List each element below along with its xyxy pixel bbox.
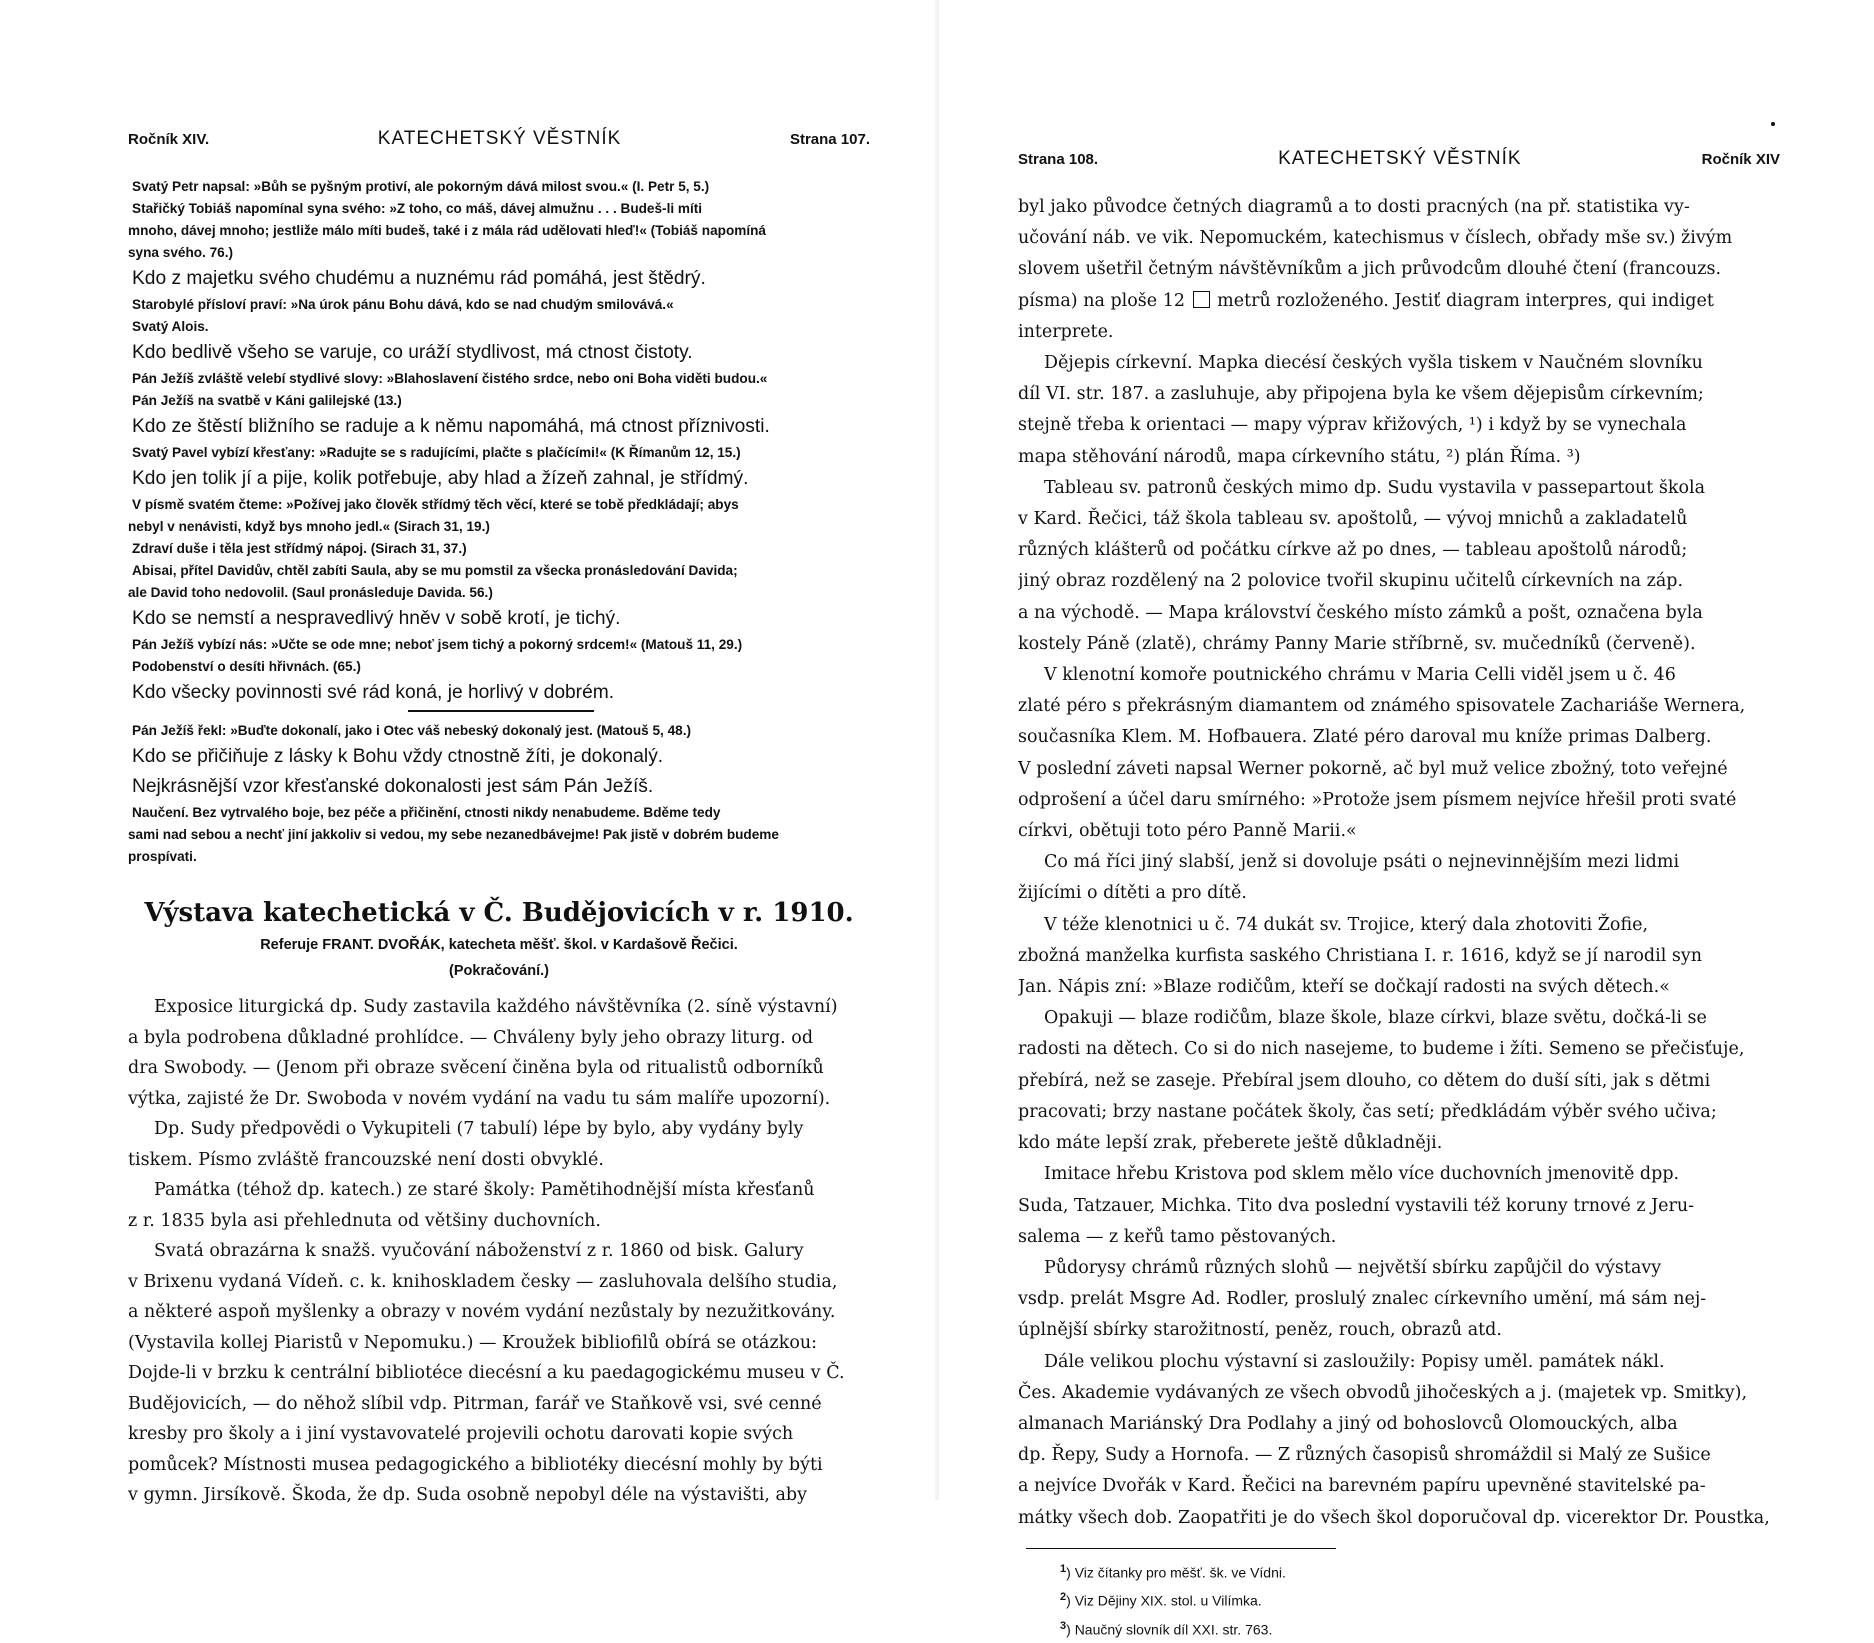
text-line: Budějovicích, — do něhož slíbil vdp. Pitrman, farář ve Staňkově vsi, své cenné — [128, 1393, 822, 1414]
text-line — [1018, 598, 1780, 629]
text-line — [1018, 1409, 1780, 1440]
line-text: dp. Řepy, Sudy a Hornofa. — Z různých časopisů shromáždil si Malý ze Sušice — [1018, 1445, 1711, 1466]
text-line — [1018, 254, 1780, 285]
line-text: stejně třeba k orientaci — mapy výprav křižových, ¹) i když by se vynechala — [1018, 415, 1687, 436]
text-line: z r. 1835 byla asi přehlednuta od většiny duchovních. — [128, 1210, 601, 1231]
left-page — [128, 0, 870, 1505]
text-line — [1018, 1253, 1780, 1284]
virtue-maxims-list — [128, 176, 870, 708]
text-line — [1018, 1284, 1780, 1315]
text-line: Památka (téhož dp. katech.) ze staré školy: Pamětihodnější místa křesťanů — [154, 1180, 815, 1200]
line-text: a na východě. — Mapa království českého místo zámků a pošt, označena byla — [1018, 602, 1703, 623]
line-text: úplnější sbírky starožitností, peněz, rouch, obrazů atd. — [1018, 1320, 1502, 1341]
line-text: pracovati; brzy nastane počátek školy, čas setí; předkládám výběr svého učiva; — [1018, 1101, 1717, 1122]
maxim-line: Kdo ze štěstí bližního se raduje a k němu napomáhá, má ctnost příznivosti. — [132, 416, 770, 437]
text-line — [1018, 1066, 1780, 1097]
text-line: výtka, zajisté že Dr. Swoboda v novém vydání na vadu tu sám malíře upozorní). — [128, 1088, 831, 1109]
text-line — [1018, 1440, 1780, 1471]
line-text: Jan. Nápis zní: »Blaze rodičům, kteří se dočkají radosti na svých dětech.« — [1018, 977, 1670, 998]
maxim-line: Kdo všecky povinnosti své rád koná, je horlivý v dobrém. — [132, 682, 615, 703]
text-line — [1018, 442, 1780, 473]
line-text: Co má říci jiný slabší, jenž si dovoluje psáti o nejnevinnějším mezi lidmi — [1044, 852, 1680, 873]
text-line — [1018, 566, 1780, 597]
line-text: vsdp. prelát Msgre Ad. Rodler, proslulý znalec církevního umění, má sám nej- — [1018, 1289, 1707, 1310]
text-line — [1018, 535, 1780, 566]
footnote — [1018, 1557, 1780, 1586]
text-line: (Vystavila kollej Piaristů v Nepomuku.) — Kroužek bibliofilů obírá se otázkou: — [128, 1332, 818, 1353]
text-line: Exposice liturgická dp. Sudy zastavila každého návštěvníka (2. síně výstavní) — [154, 997, 838, 1017]
text-line: a byla podrobena důkladné prohlídce. — Chváleny byly jeho obrazy liturg. od — [128, 1027, 814, 1048]
footnote — [1018, 1585, 1780, 1614]
line-text: zlaté péro s překrásným diamantem od známého spisovatele Zachariáše Wernera, — [1018, 696, 1746, 717]
line-text: přebírá, než se zaseje. Přebíral jsem dlouho, co dětem do duší síti, jak s dětmi — [1018, 1070, 1711, 1091]
footnote-paren: ) — [1066, 1593, 1075, 1610]
line-text: učování náb. ve vik. Nepomuckém, katechismus v číslech, obřady mše sv.) živým — [1018, 228, 1733, 249]
article-continued-note: (Pokračování.) — [449, 963, 549, 979]
book-gutter — [935, 0, 939, 1500]
text-line — [1018, 1503, 1780, 1534]
text-line: Dojde-li v brzku k centrální bibliotéce diecésní a ku paedagogickému museu v Č. — [128, 1363, 845, 1383]
line-text: metrů rozloženého. Jestiť diagram interpres, qui indiget — [1217, 290, 1714, 311]
line-text: zbožná manželka kurfista saského Christiana I. r. 1616, když se jí narodil syn — [1018, 945, 1703, 966]
text-line: v gymn. Jirsíkově. Škoda, že dp. Suda osobně nepobyl déle na výstavišti, aby — [128, 1485, 807, 1505]
line-text: mapa stěhování národů, mapa církevního státu, ²) plán Říma. ³) — [1018, 446, 1581, 467]
text-line: pomůcek? Místnosti musea pedagogického a bibliotéky diecésní mohly by býti — [128, 1454, 823, 1475]
note-line: sami nad sebou a nechť jiní jakkoliv si vedou, my sebe nezanedbávejme! Pak jistě v dobrém budeme — [128, 827, 779, 842]
text-line — [1018, 1159, 1780, 1190]
footnote-text: Viz čítanky pro měšť. šk. ve Vídni. — [1074, 1564, 1286, 1581]
note-line: Pán Ježíš vybízí nás: »Učte se ode mne; neboť jsem tichý a pokorný srdcem!« (Matouš 11, 29.) — [132, 637, 743, 652]
line-text: církvi, obětuji toto péro Panně Marii.« — [1018, 821, 1357, 842]
maxim-line: Kdo se nemstí a nespravedlivý hněv v sobě krotí, je tichý. — [132, 608, 621, 629]
line-text: interprete. — [1018, 321, 1114, 342]
line-text: V téže klenotnici u č. 74 dukát sv. Trojice, který dala zhotoviti Žofie, — [1044, 914, 1649, 935]
note-line: Svatý Alois. — [132, 319, 209, 334]
text-line — [1018, 1034, 1780, 1065]
text-line: a některé aspoň myšlenky a obrazy v novém vydání nezůstaly by nezužitkovány. — [128, 1302, 836, 1322]
text-line — [1018, 192, 1780, 223]
left-body — [128, 176, 870, 1511]
text-line — [1018, 317, 1780, 348]
line-text: Dále velikou plochu výstavní si zasloužily: Popisy uměl. památek nákl. — [1044, 1351, 1665, 1372]
text-line — [1018, 1003, 1780, 1034]
text-line: v Brixenu vydaná Vídeň. c. k. knihoskladem česky — zasluhovala delšího studia, — [128, 1271, 838, 1292]
footnote-number: 1 — [1060, 1562, 1067, 1575]
line-text: radosti na dětech. Co si do nich nasejeme, to budeme i žíti. Semeno se přečisťuje, — [1018, 1039, 1745, 1060]
running-head-right — [1018, 148, 1780, 170]
note-line: Stařičký Tobiáš napomínal syna svého: »Z toho, co máš, dávej almužnu . . . Budeš-li míti — [132, 201, 703, 216]
line-text: Dějepis církevní. Mapka diecésí českých vyšla tiskem v Naučném slovníku — [1044, 353, 1703, 374]
line-text: slovem ušetřil četným návštěvníkům a jich průvodcům dlouhé čtení (francouzs. — [1018, 259, 1722, 280]
text-line — [1018, 1191, 1780, 1222]
note-line: nebyl v nenávisti, když bys mnoho jedl.« (Sirach 31, 19.) — [128, 519, 490, 534]
square-symbol — [1193, 291, 1210, 308]
line-text: almanach Mariánský Dra Podlahy a jiný od bohoslovců Olomouckých, alba — [1018, 1413, 1678, 1434]
right-page — [1018, 0, 1780, 1638]
text-line: kresby pro školy a i jiní vystavovatelé projevili ochotu darovati kopie svých — [128, 1424, 794, 1444]
line-text: žijícími o dítěti a pro dítě. — [1018, 883, 1247, 904]
note-line: prospívati. — [128, 849, 197, 864]
line-text: Tableau sv. patronů českých mimo dp. Sudu vystavila v passepartout škola — [1044, 477, 1706, 498]
text-line — [1018, 223, 1780, 254]
footnote-paren: ) — [1066, 1621, 1075, 1638]
volume-label: Ročník XIV. — [128, 131, 210, 148]
perfection-maxims-list — [128, 720, 870, 868]
text-line — [1018, 379, 1780, 410]
note-line: Zdraví duše i těla jest střídmý nápoj. (Sirach 31, 37.) — [132, 541, 467, 556]
line-text: jiný obraz rozdělený na 2 polovice tvořil skupinu učitelů církevních na záp. — [1018, 571, 1684, 592]
text-line — [1018, 504, 1780, 535]
line-text: V poslední záveti napsal Werner pokorně, ač byl muž velice zbožný, toto veřejné — [1018, 758, 1728, 779]
note-line: Podobenství o desíti hřivnách. (65.) — [132, 659, 361, 674]
note-line: Svatý Pavel vybízí křesťany: »Radujte se s radujícími, plačte s plačícími!« (K Římanům 12, 15.) — [132, 445, 741, 460]
text-line — [1018, 473, 1780, 504]
text-line — [1018, 847, 1780, 878]
text-line: dra Swobody. — (Jenom při obraze svěcení činěna byla od ritualistů odborníků — [128, 1058, 824, 1078]
footnote-text: Viz Dějiny XIX. stol. u Vilímka. — [1074, 1593, 1262, 1610]
note-line: Naučení. Bez vytrvalého boje, bez péče a přičinění, ctnosti nikdy nenabudeme. Bděme tedy — [132, 805, 721, 820]
running-head-left — [128, 128, 870, 150]
text-line — [1018, 816, 1780, 847]
line-text: různých klášterů od počátku církve až po dnes, — tableau apoštolů národů; — [1018, 540, 1688, 561]
text-line — [1018, 878, 1780, 909]
text-line — [1018, 1471, 1780, 1502]
line-text: mátky všech dob. Zaopatřiti je do všech škol doporučoval dp. vicerektor Dr. Poustka, — [1018, 1507, 1770, 1528]
line-text: kostely Páně (zlatě), chrámy Panny Marie stříbrně, sv. mučedníků (červeně). — [1018, 633, 1696, 654]
footnote-number: 3 — [1060, 1620, 1067, 1633]
article-title: Výstava katechetická v Č. Budějovicích v r. 1910. — [144, 898, 854, 928]
journal-title: KATECHETSKÝ VĚSTNÍK — [1278, 148, 1522, 169]
footnotes — [1018, 1557, 1780, 1643]
page-number: Strana 107. — [789, 131, 870, 148]
line-text: Suda, Tatzauer, Michka. Tito dva poslední vystavili též koruny trnové z Jeru- — [1018, 1195, 1695, 1216]
note-line: Svatý Petr napsal: »Bůh se pyšným protiví, ale pokorným dává milost svou.« (I. Petr 5, 5.) — [132, 179, 710, 194]
text-line — [1018, 910, 1780, 941]
volume-label: Ročník XIV — [1701, 151, 1780, 168]
line-text: Imitace hřebu Kristova pod sklem mělo více duchovních jmenovitě dpp. — [1044, 1164, 1680, 1185]
line-text: Opakuji — blaze rodičům, blaze škole, blaze církvi, blaze světu, dočká-li se — [1044, 1008, 1707, 1029]
text-line — [1018, 660, 1780, 691]
text-line — [1018, 941, 1780, 972]
line-text: a nejvíce Dvořák v Kard. Řečici na barevném papíru upevněné stavitelské pa- — [1018, 1476, 1706, 1497]
note-line: mnoho, dávej mnoho; jestliže málo míti budeš, také i z mála rád udělovati hleď!« (Tobiáš napomíná — [128, 223, 766, 238]
text-line — [1018, 754, 1780, 785]
maxim-line: Kdo z majetku svého chudému a nuznému rád pomáhá, jest štědrý. — [132, 268, 706, 289]
text-line — [1018, 1315, 1780, 1346]
text-line: tiskem. Písmo zvláště francouzské není dosti obvyklé. — [128, 1149, 604, 1170]
article-body-continued — [1018, 192, 1780, 1534]
line-text: v Kard. Řečici, táž škola tableau sv. apoštolů, — vývoj mnichů a zakladatelů — [1018, 509, 1688, 530]
text-line — [1018, 286, 1780, 317]
line-text: odprošení a účel daru smírného: »Protože jsem písmem nejvíce hřešil proti svaté — [1018, 789, 1737, 810]
text-line — [1018, 410, 1780, 441]
section-divider — [408, 710, 594, 712]
footnote-divider — [1026, 1548, 1336, 1549]
line-text: V klenotní komoře poutnického chrámu v Maria Celli viděl jsem u č. 46 — [1044, 665, 1676, 686]
note-line: syna svého. 76.) — [128, 245, 234, 260]
line-text: Čes. Akademie vydávaných ze všech obvodů jihočeských a j. (majetek vp. Smitky), — [1018, 1382, 1748, 1403]
journal-title: KATECHETSKÝ VĚSTNÍK — [377, 128, 622, 149]
text-line — [1018, 691, 1780, 722]
line-text: písma) na ploše 12 — [1018, 290, 1185, 311]
line-text: díl VI. str. 187. a zasluhuje, aby připojena byla ke všem dějepisům církevním; — [1018, 384, 1704, 405]
text-line — [1018, 1097, 1780, 1128]
footnote-paren: ) — [1066, 1564, 1075, 1581]
note-line: Pán Ježíš řekl: »Buďte dokonalí, jako i Otec váš nebeský dokonalý jest. (Matouš 5, 48.) — [132, 723, 692, 738]
note-line: Abisai, přítel Davidův, chtěl zabíti Saula, aby se mu pomstil za všecka pronásledování Davida; — [132, 563, 738, 578]
note-line: V písmě svatém čteme: »Požívej jako člověk střídmý těch věcí, které se tobě předkládají; abys — [132, 497, 739, 512]
line-text: byl jako původce četných diagramů a to dosti pracných (na př. statistika vy- — [1018, 197, 1690, 217]
right-body — [1018, 192, 1780, 1643]
line-text: salema — z keřů tamo pěstovaných. — [1018, 1226, 1337, 1247]
line-text: kdo máte lepší zrak, přeberete ještě důkladněji. — [1018, 1133, 1443, 1154]
maxim-line: Nejkrásnější vzor křesťanské dokonalosti jest sám Pán Ježíš. — [132, 776, 654, 797]
footnote — [1018, 1614, 1780, 1643]
text-line — [1018, 1378, 1780, 1409]
text-line — [1018, 348, 1780, 379]
text-line — [1018, 972, 1780, 1003]
article-byline: Referuje FRANT. DVOŘÁK, katecheta měšť. škol. v Kardašově Řečici. — [260, 937, 738, 953]
note-line: ale David toho nedovolil. (Saul pronásleduje Davida. 56.) — [128, 585, 493, 600]
note-line: Pán Ježíš zvláště velebí stydlivé slovy: »Blahoslavení čistého srdce, nebo oni Boha viděti budou.« — [132, 371, 768, 386]
maxim-line: Kdo se přičiňuje z lásky k Bohu vždy ctnostně žíti, je dokonalý. — [132, 746, 664, 767]
text-line — [1018, 722, 1780, 753]
text-line — [1018, 785, 1780, 816]
line-text: současníka Klem. M. Hofbauera. Zlaté péro daroval mu kníže primas Dalberg. — [1018, 727, 1712, 748]
text-line — [1018, 1128, 1780, 1159]
note-line: Pán Ježíš na svatbě v Káni galilejské (13.) — [132, 393, 402, 408]
page-number: Strana 108. — [1018, 151, 1099, 168]
text-line: Svatá obrazárna k snažš. vyučování náboženství z r. 1860 od bisk. Galury — [154, 1241, 804, 1261]
maxim-line: Kdo bedlivě všeho se varuje, co uráží stydlivost, má ctnost čistoty. — [132, 342, 693, 363]
line-text: Půdorysy chrámů různých slohů — největší sbírku zapůjčil do výstavy — [1044, 1257, 1662, 1278]
note-line: Starobylé přísloví praví: »Na úrok pánu Bohu dává, kdo se nad chudým smilovává.« — [132, 297, 674, 312]
footnote-text: Naučný slovník díl XXI. str. 763. — [1074, 1621, 1273, 1638]
text-line — [1018, 629, 1780, 660]
text-line — [1018, 1347, 1780, 1378]
text-line: Dp. Sudy předpovědi o Vykupiteli (7 tabulí) lépe by bylo, aby vydány byly — [154, 1119, 804, 1139]
footnote-number: 2 — [1060, 1591, 1067, 1604]
text-line — [1018, 1222, 1780, 1253]
maxim-line: Kdo jen tolik jí a pije, kolik potřebuje, aby hlad a žízeň zahnal, je střídmý. — [132, 468, 749, 489]
article-body — [128, 992, 870, 1511]
